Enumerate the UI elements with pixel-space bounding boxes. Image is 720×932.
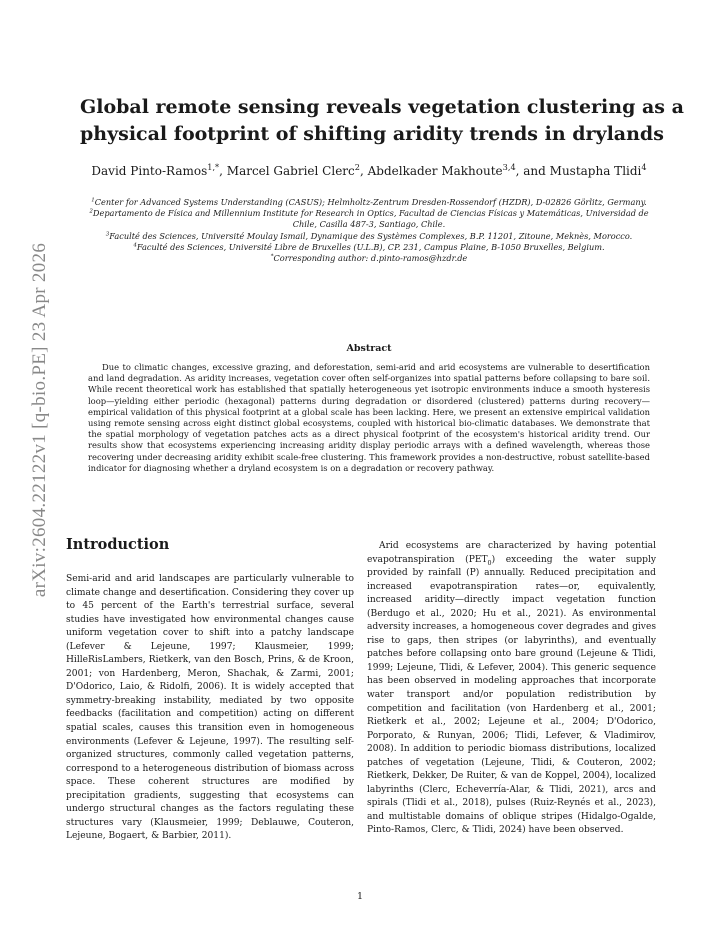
author-affiliation-mark: 4: [641, 162, 647, 172]
intro-paragraph: [367, 540, 656, 838]
affiliation-text: Departamento de Física and Millennium Institute for Research in Optics, Facultad de Ciencias Físicas y Matemáticas, Universidad de Chile, Casilla 487-3, Santiago, Chile.: [92, 208, 649, 230]
right-column: [367, 540, 656, 838]
subscript: 0: [487, 558, 492, 567]
title-line: Global remote sensing reveals vegetation clustering as a: [80, 96, 684, 118]
affiliation-mark: 2: [89, 208, 93, 215]
title-line: physical footprint of shifting aridity trends in drylands: [80, 123, 664, 145]
affiliation: [88, 197, 650, 208]
affiliation: [88, 242, 650, 253]
affiliation-text: Center for Advanced Systems Understanding (CASUS); Helmholtz-Zentrum Dresden-Rossendorf (HZDR), D-02826 Görlitz, Germany.: [94, 197, 647, 207]
author-name: Marcel Gabriel Clerc: [226, 164, 355, 178]
corresponding-author-text: Corresponding author: d.pinto-ramos@hzdr.de: [273, 253, 468, 264]
author-separator: , and: [515, 164, 550, 178]
affiliation: [88, 208, 650, 230]
abstract-text: Due to climatic changes, excessive grazing, and deforestation, semi-arid and arid ecosystems are vulnerable to desertification and land degradation. As aridity increases, vegetation cover often self-organizes into spatial patterns before collapsing to bare soil. While recent theoretical work has established that spatially heterogeneous yet isotropic environments induce a smooth hysteresis loop—yielding either periodic (hexagonal) patterns during degradation or disordered (clustered) patterns during recovery—empirical validation of this physical footprint at a global scale has been lacking. Here, we present an extensive empirical validation using remote sensing across eight distinct global ecosystems, coupled with historical bio-climatic databases. We demonstrate that the spatial morphology of vegetation patches acts as a direct physical footprint of the ecosystem's historical aridity trend. Our results show that ecosystems experiencing increasing aridity display periodic arrays with a defined wavelength, whereas those recovering under decreasing aridity exhibit scale-free clustering. This framework provides a non-destructive, robust satellite-based indicator for diagnosing whether a dryland ecosystem is on a degradation or recovery pathway.: [88, 362, 650, 473]
author-name: Abdelkader Makhoute: [367, 164, 503, 178]
affiliation-mark: 4: [133, 242, 137, 249]
arxiv-identifier-text: arXiv:2604.22122v1 [q-bio.PE] 23 Apr 2026: [29, 242, 50, 598]
affiliation-mark: 3: [105, 230, 110, 237]
paragraph-text: Arid ecosystems are characterized by having potential evapotranspiration (PET: [367, 541, 656, 565]
affiliation-text: Faculté des Sciences, Université Libre de Bruxelles (U.L.B), CP. 231, Campus Plaine, B-1050 Bruxelles, Belgium.: [136, 241, 605, 252]
author-list: [80, 164, 658, 178]
affiliation-mark: 1: [91, 197, 95, 204]
affiliation-list: [88, 197, 650, 264]
author-affiliation-mark: 1,*: [207, 162, 220, 172]
arxiv-identifier-stamp: [18, 170, 62, 670]
paper-title: [80, 94, 684, 148]
author-separator: ,: [359, 164, 368, 178]
author-affiliation-mark: 2: [354, 162, 360, 172]
author-name: Mustapha Tlidi: [549, 164, 642, 178]
affiliation: [88, 231, 650, 242]
affiliation-text: Faculté des Sciences, Université Moulay Ismail, Dynamique des Systèmes Complexes, B.P. 11201, Zitoune, Meknès, Morocco.: [109, 230, 633, 241]
author-affiliation-mark: 3,4: [502, 162, 516, 172]
author-separator: ,: [219, 164, 227, 178]
introduction-heading: Introduction: [66, 536, 170, 553]
corresponding-author: [88, 253, 650, 264]
left-column: [66, 536, 354, 844]
intro-paragraph: Semi-arid and arid landscapes are particularly vulnerable to climate change and desertification. Considering they cover up to 45 percent of the Earth's terrestrial surface, several studies have investigated how environmental changes cause uniform vegetation cover to shift into a patchy landscape (Lefever & Lejeune, 1997; Klausmeier, 1999; HilleRisLambers, Rietkerk, van den Bosch, Prins, & de Kroon, 2001; von Hardenberg, Meron, Shachak, & Zarmi, 2001; D'Odorico, Laio, & Ridolfi, 2006). It is widely accepted that symmetry-breaking instability, mediated by two opposite feedbacks (facilitation and competition) acting on different spatial scales, causes this transition even in homogeneous environments (Lefever & Lejeune, 1997). The resulting self-organized structures, commonly called vegetation patterns, correspond to a heterogeneous distribution of biomass across space. These coherent structures are modified by precipitation gradients, suggesting that ecosystems can undergo structural changes as the factors regulating these structures vary (Klausmeier, 1999; Deblauwe, Couteron, Lejeune, Bogaert, & Barbier, 2011).: [66, 574, 354, 842]
abstract-heading: Abstract: [346, 343, 392, 354]
affiliation-mark: *: [270, 253, 274, 260]
paragraph-text: ) exceeding the water supply provided by rainfall (P) annually. Reduced precipitation and increased evapotranspiration rates—or, equivalently, increased aridity—directly impact vegetation function (Berdugo et al., 2020; Hu et al., 2021). As environmental adversity increases, a homogeneous cover degrades and gives rise to gaps, then stripes (or labyrinths), and eventually patches before collapsing onto bare ground (Lejeune & Tlidi, 1999; Lejeune, Tlidi, & Lefever, 2004). This generic sequence has been observed in modeling approaches that incorporate water transport and/or population redistribution by competition and facilitation (von Hardenberg et al., 2001; Rietkerk et al., 2002; Lejeune et al., 2004; D'Odorico, Porporato, & Runyan, 2006; Tlidi, Lefever, & Vladimirov, 2008). In addition to periodic biomass distributions, localized patches of vegetation (Lejeune, Tlidi, & Couteron, 2002; Rietkerk, Dekker, De Ruiter, & van de Koppel, 2004), localized labyrinths (Clerc, Echeverría-Alar, & Tlidi, 2021), arcs and spirals (Tlidi et al., 2018), pulses (Ruiz-Reynés et al., 2023), and multistable domains of oblique stripes (Hidalgo-Ogalde, Pinto-Ramos, Clerc, & Tlidi, 2024) have been observed.: [367, 554, 656, 836]
page-number: 1: [356, 891, 364, 902]
author-name: David Pinto-Ramos: [91, 164, 208, 178]
